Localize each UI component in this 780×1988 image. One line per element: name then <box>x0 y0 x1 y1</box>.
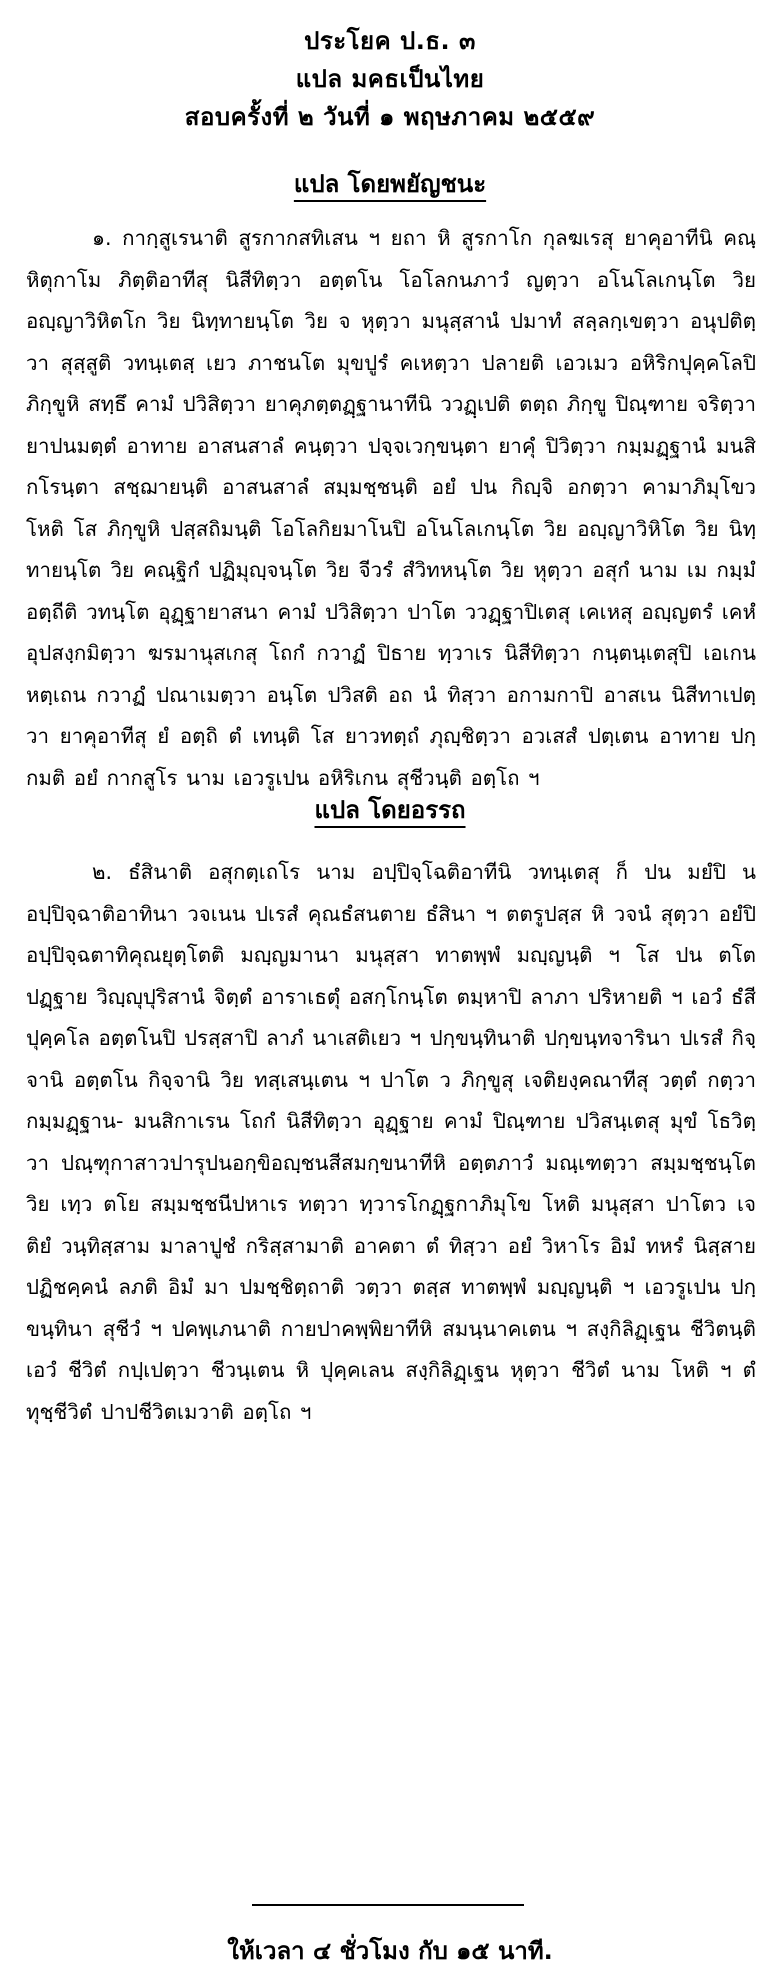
section-heading-free <box>0 794 780 826</box>
exam-subject-title: แปล มคธเป็นไทย <box>295 65 485 93</box>
section-heading-literal-text: แปล โดยพยัญชนะ <box>293 170 487 198</box>
exam-level-title: ประโยค ป.ธ. ๓ <box>304 27 476 55</box>
footer-divider <box>252 1904 524 1906</box>
exam-header <box>0 22 780 136</box>
passage-two: ๒. ธํสินาติ อสุกตฺเถโร นาม อปฺปิจฺโฉติอาทีนิ วทนฺเตสุ ก็ ปน มยํปิ น อปฺปิจฺฉาติอาทินา วจเนน ปเรสํ คุณธํสนตาย ธํสินา ฯ ตตรูปสฺส หิ วจนํ สุตฺวา อยํปิ อปฺปิจฺฉตาทิคุณยุตฺโตติ มญฺญมานา มนุสฺสา ทาตพฺพํ มญฺญนฺติ ฯ โส ปน ตโต ปฏฺฐาย วิญฺญุปุริสานํ จิตฺตํ อาราเธตุํ อสกฺโกนฺโต ตมฺหาปิ ลาภา ปริหายติ ฯ เอวํ ธํสี ปุคฺคโล อตฺตโนปิ ปรสฺสาปิ ลาภํ นาเสติเยว ฯ ปกฺขนฺทินาติ ปกฺขนฺทจารินา ปเรสํ กิจฺจานิ อตฺตโน กิจฺจานิ วิย ทสฺเสนฺเตน ฯ ปาโต ว ภิกฺขูสุ เจติยงฺคณาทีสุ วตฺตํ กตฺวา กมฺมฏฺฐาน- มนสิกาเรน โถกํ นิสีทิตฺวา อุฏฺฐาย คามํ ปิณฺฑาย ปวิสนฺเตสุ มุขํ โธวิตฺวา ปณฺฑุกาสาวปารุปนอกฺขิอญฺชนสีสมกฺขนาทีหิ อตฺตภาวํ มณฺเฑตฺวา สมฺมชฺชนฺโต วิย เทฺว ตโย สมฺมชฺชนีปหาเร ทตฺวา ทฺวารโกฏฺฐกาภิมุโข โหติ มนุสฺสา ปาโตว เจติยํ วนฺทิสฺสาม มาลาปูชํ กริสฺสามาติ อาคตา ตํ ทิสฺวา อยํ วิหาโร อิมํ ทหรํ นิสฺสาย ปฏิชคฺคนํ ลภติ อิมํ มา ปมชฺชิตฺถาติ วตฺวา ตสฺส ทาตพฺพํ มญฺญนฺติ ฯ เอวรูเปน ปกฺขนฺทินา สุชีวํ ฯ ปคพฺเภนาติ กายปาคพฺพิยาทีหิ สมนฺนาคเตน ฯ สงฺกิลิฏฺเฐน ชีวิตนฺติ เอวํ ชีวิตํ กปฺเปตฺวา ชีวนฺเตน หิ ปุคฺคเลน สงฺกิลิฏฺเฐน หุตฺวา ชีวิตํ นาม โหติ ฯ ตํ ทุชฺชีวิตํ ปาปชีวิตเมวาติ อตฺโถ ฯ <box>26 860 756 1424</box>
exam-time-note: ให้เวลา ๔ ชั่วโมง กับ ๑๕ นาที. <box>227 1937 553 1965</box>
section-heading-free-text: แปล โดยอรรถ <box>314 796 466 824</box>
exam-date-title: สอบครั้งที่ ๒ วันที่ ๑ พฤษภาคม ๒๕๕๙ <box>184 103 596 131</box>
passage-one: ๑. กากฺสูเรนาติ สูรกากสทิเสน ฯ ยถา หิ สูรกาโก กุลฆเรสุ ยาคุอาทีนิ คณฺหิตุกาโม ภิตฺติอาทีสุ นิสีทิตฺวา อตฺตโน โอโลกนภาวํ ญตฺวา อโนโลเกนฺโต วิย อญฺญาวิหิตโก วิย นิทฺทายนฺโต วิย จ หุตฺวา มนุสฺสานํ ปมาทํ สลฺลกฺเขตฺวา อนุปติตฺวา สุสฺสูติ วทนฺเตสฺ เยว ภาชนโต มุขปูรํ คเหตฺวา ปลายติ เอวเมว อหิริกปุคฺคโลปิ ภิกฺขูหิ สทฺธึ คามํ ปวิสิตฺวา ยาคุภตฺตฏฺฐานาทีนิ ววฏฺเปติ ตตฺถ ภิกฺขู ปิณฺฑาย จริตฺวา ยาปนมตฺตํ อาทาย อาสนสาลํ คนฺตฺวา ปจฺจเวกฺขนฺตา ยาคุํ ปิวิตฺวา กมฺมฏฺฐานํ มนสิกโรนฺตา สชฺฌายนฺติ อาสนสาลํ สมฺมชฺชนฺติ อยํ ปน กิญฺจิ อกตฺวา คามาภิมุโขว โหติ โส ภิกฺขูหิ ปสฺสถิมนฺติ โอโลกิยมาโนปิ อโนโลเกนฺโต วิย อญฺญาวิหิโต วิย นิทฺทายนฺโต วิย คณฺฐิกํ ปฏิมุญฺจนฺโต วิย จีวรํ สํวิทหนฺโต วิย หุตฺวา อสุกํ นาม เม กมฺมํ อตฺถีติ วทนฺโต อุฏฺฐายาสนา คามํ ปวิสิตฺวา ปาโต ววฏฺฐาปิเตสุ เคเหสุ อญฺญตรํ เคหํ อุปสงฺกมิตฺวา ฆรมานุสเกสุ โถกํ กวาฏํ ปิธาย ทฺวาเร นิสีทิตฺวา กนฺตนฺเตสุปิ เอเกน หตฺเถน กวาฏํ ปณาเมตฺวา อนฺโต ปวิสติ อถ นํ ทิสฺวา อกามกาปิ อาสเน นิสีทาเปตฺวา ยาคุอาทีสุ ยํ อตฺถิ ตํ เทนฺติ โส ยาวทตฺถํ ภุญฺชิตฺวา อวเสสํ ปตฺเตน อาทาย ปกฺกมติ อยํ กากสูโร นาม เอวรูเปน อหิริเกน สุชีวนฺติ อตฺโถ ฯ <box>26 226 756 790</box>
section-heading-literal <box>0 168 780 200</box>
